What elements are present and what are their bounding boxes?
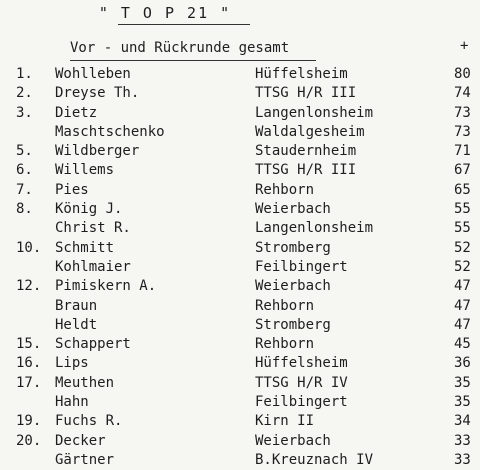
rank: 8. xyxy=(16,201,33,218)
rank: 3. xyxy=(16,104,33,121)
ranking-row xyxy=(0,335,480,354)
club-name: Rehborn xyxy=(255,336,315,353)
ranking-row xyxy=(0,123,480,142)
ranking-row xyxy=(0,258,480,277)
player-name: Kohlmaier xyxy=(55,258,131,275)
club-name: B.Kreuznach IV xyxy=(255,451,374,468)
subtitle-underline xyxy=(70,60,316,61)
rank: 16. xyxy=(16,355,42,372)
ranking-row xyxy=(0,65,480,84)
player-name: Braun xyxy=(55,297,98,314)
player-name: Lips xyxy=(55,355,89,372)
ranking-row xyxy=(0,200,480,219)
page-title: " T O P 21 " xyxy=(98,4,232,22)
player-name: Pimiskern A. xyxy=(55,278,157,295)
points: 33 xyxy=(454,451,471,468)
ranking-row xyxy=(0,354,480,373)
ranking-row xyxy=(0,142,480,161)
ranking-row xyxy=(0,239,480,258)
rank: 5. xyxy=(16,143,33,160)
club-name: Langenlonsheim xyxy=(255,104,374,121)
points: 47 xyxy=(454,297,471,314)
club-name: Stromberg xyxy=(255,316,331,333)
club-name: Langenlonsheim xyxy=(255,220,374,237)
ranking-row xyxy=(0,393,480,412)
club-name: Feilbingert xyxy=(255,394,348,411)
points: 47 xyxy=(454,278,471,295)
player-name: Gärtner xyxy=(55,451,115,468)
club-name: Weierbach xyxy=(255,278,331,295)
points: 35 xyxy=(454,394,471,411)
subtitle: Vor - und Rückrunde gesamt xyxy=(70,40,290,56)
ranking-row xyxy=(0,451,480,470)
club-name: Hüffelsheim xyxy=(255,66,348,82)
player-name: Wildberger xyxy=(55,143,140,160)
rank: 20. xyxy=(16,432,42,449)
points-column-header: + xyxy=(460,38,469,54)
ranking-row xyxy=(0,374,480,393)
points: 52 xyxy=(454,258,471,275)
points: 52 xyxy=(454,239,471,256)
points: 74 xyxy=(454,85,471,102)
ranking-row xyxy=(0,297,480,316)
ranking-row xyxy=(0,84,480,103)
rank: 15. xyxy=(16,336,42,353)
points: 45 xyxy=(454,336,471,353)
player-name: Pies xyxy=(55,181,89,198)
points: 80 xyxy=(454,66,471,82)
title-underline xyxy=(118,24,250,25)
points: 36 xyxy=(454,355,471,372)
player-name: Schmitt xyxy=(55,239,115,256)
ranking-row xyxy=(0,432,480,451)
player-name: Maschtschenko xyxy=(55,123,165,140)
ranking-row xyxy=(0,161,480,180)
club-name: Stromberg xyxy=(255,239,331,256)
points: 55 xyxy=(454,201,471,218)
rank: 17. xyxy=(16,374,42,391)
points: 73 xyxy=(454,123,471,140)
points: 34 xyxy=(454,413,471,430)
club-name: TTSG H/R III xyxy=(255,85,357,102)
player-name: Dreyse Th. xyxy=(55,85,140,102)
player-name: Heldt xyxy=(55,316,98,333)
club-name: Staudernheim xyxy=(255,143,357,160)
player-name: Dietz xyxy=(55,104,98,121)
club-name: Weierbach xyxy=(255,432,331,449)
rank: 6. xyxy=(16,162,33,179)
player-name: König J. xyxy=(55,201,123,218)
ranking-list xyxy=(0,65,480,470)
club-name: Weierbach xyxy=(255,201,331,218)
rank: 2. xyxy=(16,85,33,102)
player-name: Christ R. xyxy=(55,220,131,237)
ranking-row xyxy=(0,316,480,335)
club-name: TTSG H/R III xyxy=(255,162,357,179)
club-name: Hüffelsheim xyxy=(255,355,348,372)
club-name: Kirn II xyxy=(255,413,315,430)
club-name: Feilbingert xyxy=(255,258,348,275)
points: 47 xyxy=(454,316,471,333)
club-name: Rehborn xyxy=(255,181,315,198)
ranking-row xyxy=(0,277,480,296)
club-name: TTSG H/R IV xyxy=(255,374,348,391)
ranking-row xyxy=(0,219,480,238)
rank: 10. xyxy=(16,239,42,256)
player-name: Wohlleben xyxy=(55,66,131,82)
player-name: Willems xyxy=(55,162,115,179)
ranking-row xyxy=(0,412,480,431)
points: 35 xyxy=(454,374,471,391)
points: 71 xyxy=(454,143,471,160)
player-name: Schappert xyxy=(55,336,131,353)
ranking-row xyxy=(0,181,480,200)
points: 73 xyxy=(454,104,471,121)
ranking-row xyxy=(0,104,480,123)
player-name: Meuthen xyxy=(55,374,115,391)
rank: 1. xyxy=(16,66,33,82)
player-name: Fuchs R. xyxy=(55,413,123,430)
points: 65 xyxy=(454,181,471,198)
club-name: Rehborn xyxy=(255,297,315,314)
points: 67 xyxy=(454,162,471,179)
club-name: Waldalgesheim xyxy=(255,123,365,140)
player-name: Decker xyxy=(55,432,106,449)
rank: 7. xyxy=(16,181,33,198)
rank: 12. xyxy=(16,278,42,295)
points: 55 xyxy=(454,220,471,237)
player-name: Hahn xyxy=(55,394,89,411)
rank: 19. xyxy=(16,413,42,430)
points: 33 xyxy=(454,432,471,449)
